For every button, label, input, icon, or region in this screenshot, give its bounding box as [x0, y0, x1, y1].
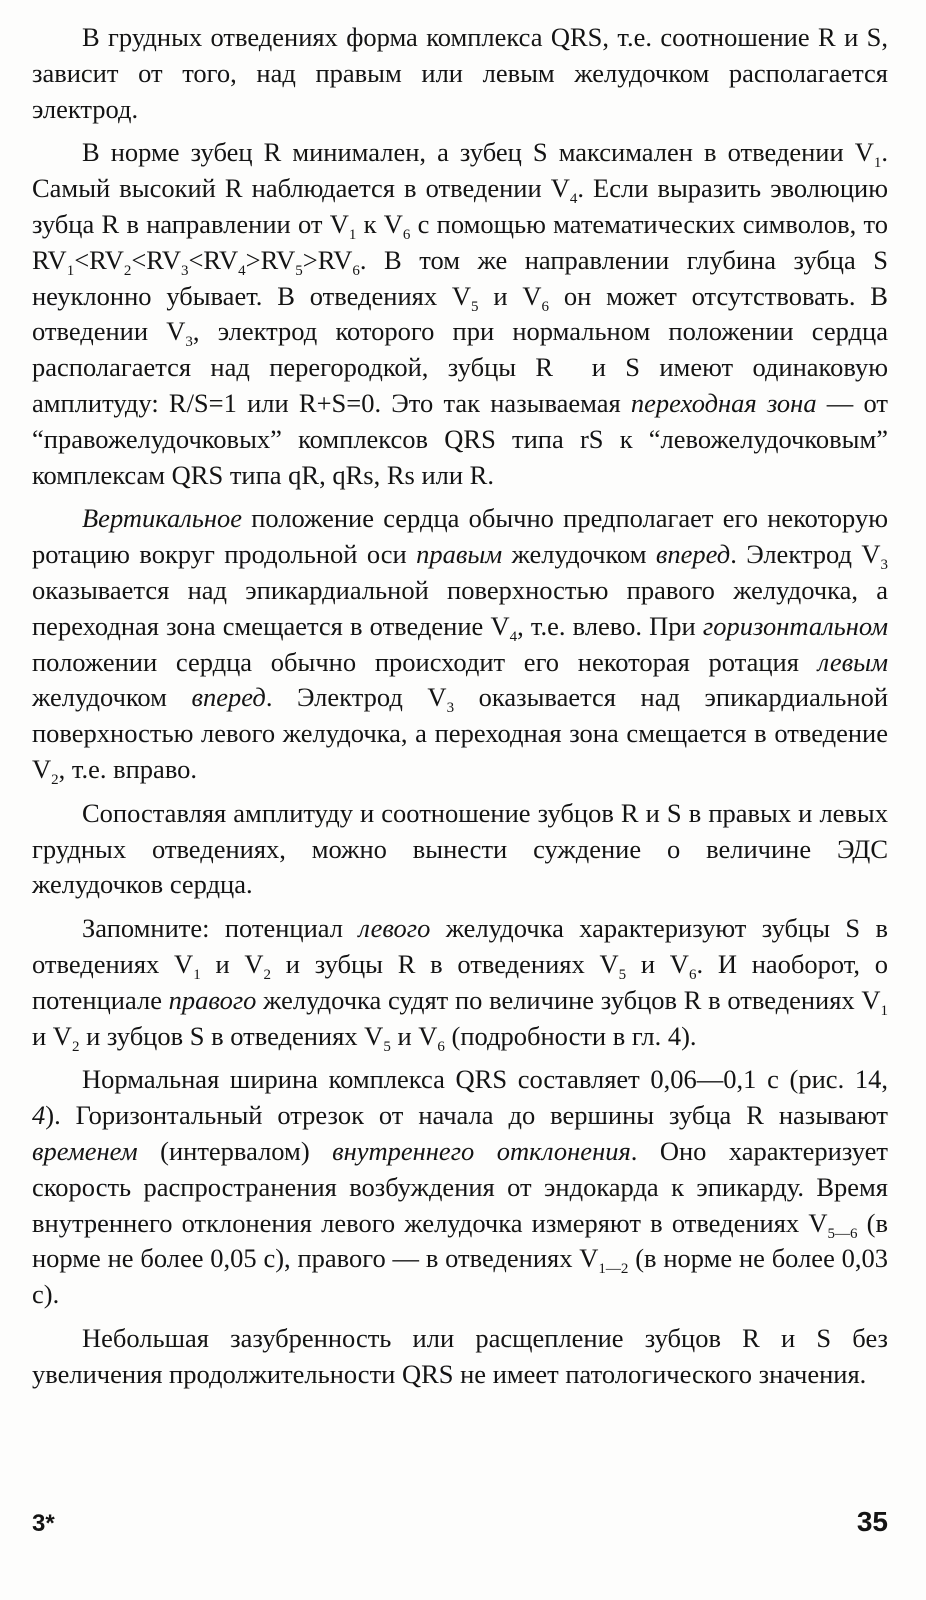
- text-run: <RV: [188, 244, 239, 275]
- paragraph: [32, 135, 902, 493]
- lead-subscript: 6: [402, 226, 411, 243]
- lead-subscript: 5: [618, 966, 627, 983]
- italic-term: правым: [416, 539, 503, 570]
- text-run: RV: [32, 244, 67, 275]
- lead-subscript: 2: [123, 262, 132, 279]
- text-run: — от “правожелудочковых” комплексов QRS типа rS к “левожелудочковым” комплексам QRS типа qR, qRs, Rs или R.: [32, 387, 895, 490]
- lead-subscript: 6: [437, 1038, 445, 1055]
- text-run: . Электрод V: [730, 539, 881, 570]
- text-run: Запомните: потенциал: [82, 913, 359, 944]
- text-run: <RV: [131, 244, 181, 275]
- text-run: положении сердца обычно происходит его некоторая ротация: [32, 610, 895, 677]
- lead-subscript: 6: [688, 966, 697, 983]
- text-run: Сопоставляя амплитуду и соотношение зубцов R и S в правых и левых грудных отведениях, можно вынести суждение о величине ЭДС желудочков сердца.: [32, 797, 895, 900]
- paragraph: [32, 501, 895, 788]
- text-run: <RV: [74, 244, 124, 275]
- text-run: с помощью математических символов, то: [410, 208, 902, 239]
- text-run: и V: [626, 948, 689, 979]
- text-run: (в норме не более 0,03 с).: [32, 1243, 895, 1310]
- text-run: . В том же направлении глубина зубца S неуклонно убывает. В отведениях V: [32, 244, 895, 311]
- lead-subscript: 4: [509, 628, 518, 645]
- lead-subscript: 2: [51, 771, 59, 788]
- text-run: и V: [478, 280, 542, 311]
- lead-subscript: 3: [180, 262, 189, 279]
- text-run: желудочком: [502, 539, 656, 570]
- lead-subscript: 1—2: [598, 1261, 629, 1278]
- paragraph: [32, 1062, 895, 1313]
- italic-term: левым: [817, 646, 888, 677]
- text-run: (подробности в гл. 4).: [444, 1020, 697, 1051]
- text-run: В норме зубец R минимален, а зубец S максимален в отведении V: [82, 137, 874, 168]
- text-run: желудочка характеризуют зубцы S в отведениях V: [32, 913, 895, 979]
- italic-term: переходная зона: [630, 387, 817, 418]
- text-run: В грудных отведениях форма комплекса QRS, т.е. соотношение R и S, зависит от того, над правым или левым желудочком располагается электрод.: [32, 22, 895, 124]
- lead-subscript: 3: [185, 334, 193, 351]
- text-run: оказывается над эпикардиальной поверхностью правого желудочка, а переходная зона смещается в отведение V: [32, 539, 895, 641]
- italic-term: временем: [32, 1135, 138, 1166]
- paragraph: [32, 911, 895, 1055]
- paragraph: [32, 1321, 895, 1393]
- text-run: >RV: [302, 244, 353, 275]
- text-run: и зубцы R в отведениях V: [271, 948, 619, 979]
- text-run: положение сердца обычно предполагает его некоторую ротацию вокруг продольной оси: [32, 503, 895, 570]
- paragraph: [32, 20, 895, 127]
- italic-term: 4: [32, 1100, 46, 1131]
- text-run: , т.е. вправо.: [58, 753, 198, 784]
- text-run: ). Горизонтальный отрезок от начала до вершины зубца R называют: [45, 1100, 895, 1131]
- lead-subscript: 5: [295, 262, 303, 279]
- text-run: , т.е. влево. При: [517, 610, 703, 641]
- text-run: желудочком: [32, 646, 895, 713]
- italic-term: вперед: [191, 682, 266, 713]
- lead-subscript: 1: [873, 155, 882, 172]
- lead-subscript: 1: [348, 226, 357, 243]
- text-run: Нормальная ширина комплекса QRS составляет 0,06—0,1 с (рис. 14,: [82, 1064, 895, 1095]
- body-text: [32, 20, 902, 1400]
- italic-term: левого: [358, 913, 431, 944]
- italic-term: внутреннего отклонения: [332, 1135, 631, 1166]
- text-run: и V: [390, 1020, 438, 1051]
- lead-subscript: 6: [541, 298, 550, 315]
- lead-subscript: 4: [569, 191, 578, 208]
- text-run: . И наоборот, о потенциале: [32, 948, 895, 1015]
- italic-term: Вертикальное: [82, 503, 242, 534]
- signature-mark: 3*: [32, 1510, 55, 1537]
- italic-term: вперед: [655, 539, 731, 570]
- lead-subscript: 4: [238, 262, 246, 279]
- lead-subscript: 1: [66, 262, 75, 279]
- text-run: (интервалом): [137, 1135, 333, 1166]
- text-run: и зубцов S в отведениях V: [79, 1020, 384, 1051]
- lead-subscript: 3: [880, 557, 888, 574]
- italic-term: горизонтальном: [702, 610, 889, 641]
- text-run: . Если выразить эволюцию зубца R в направлении от V: [32, 173, 895, 239]
- r-wave-formula: [32, 244, 360, 279]
- lead-subscript: 5: [471, 298, 479, 315]
- lead-subscript: 2: [263, 966, 272, 983]
- text-run: >RV: [245, 244, 296, 275]
- lead-subscript: 2: [71, 1038, 80, 1055]
- text-run: . Самый высокий R наблюдается в отведении V: [32, 137, 895, 204]
- italic-term: правого: [168, 984, 257, 1015]
- lead-subscript: 5—6: [827, 1225, 858, 1242]
- text-run: и V: [32, 984, 895, 1051]
- text-run: и V: [200, 948, 264, 979]
- text-run: , электрод которого при нормальном положении сердца располагается над перегородкой, зубцы R и S имеют одинаковую амплитуду: R/S=1 или R+S=0. Это так называемая: [32, 316, 895, 418]
- lead-subscript: 1: [880, 1002, 889, 1019]
- page-number: 35: [856, 1506, 888, 1537]
- text-run: оказывается над эпикардиальной поверхностью левого желудочка, а переходная зона смещается в отведение V: [32, 682, 895, 784]
- paragraph: [32, 796, 895, 903]
- text-run: Небольшая зазубренность или расщепление зубцов R и S без увеличения продолжительности QRS не имеет патологического значения.: [32, 1322, 895, 1389]
- text-run: . Электрод V: [265, 682, 447, 713]
- text-run: желудочка судят по величине зубцов R в отведениях V: [256, 984, 881, 1015]
- lead-subscript: 1: [193, 966, 201, 983]
- lead-subscript: 5: [383, 1038, 391, 1055]
- lead-subscript: 6: [352, 262, 360, 279]
- lead-subscript: 3: [446, 700, 455, 717]
- text-run: (в норме не более 0,05 с), правого — в отведениях V: [32, 1207, 895, 1274]
- text-run: к V: [356, 208, 403, 239]
- text-run: . Оно характеризует скорость распространения возбуждения от эндокарда к эпикарду. Время внутреннего отклонения левого желудочка измеряют в отведениях V: [32, 1135, 895, 1238]
- text-run: он может отсутствовать. В отведении V: [32, 280, 895, 347]
